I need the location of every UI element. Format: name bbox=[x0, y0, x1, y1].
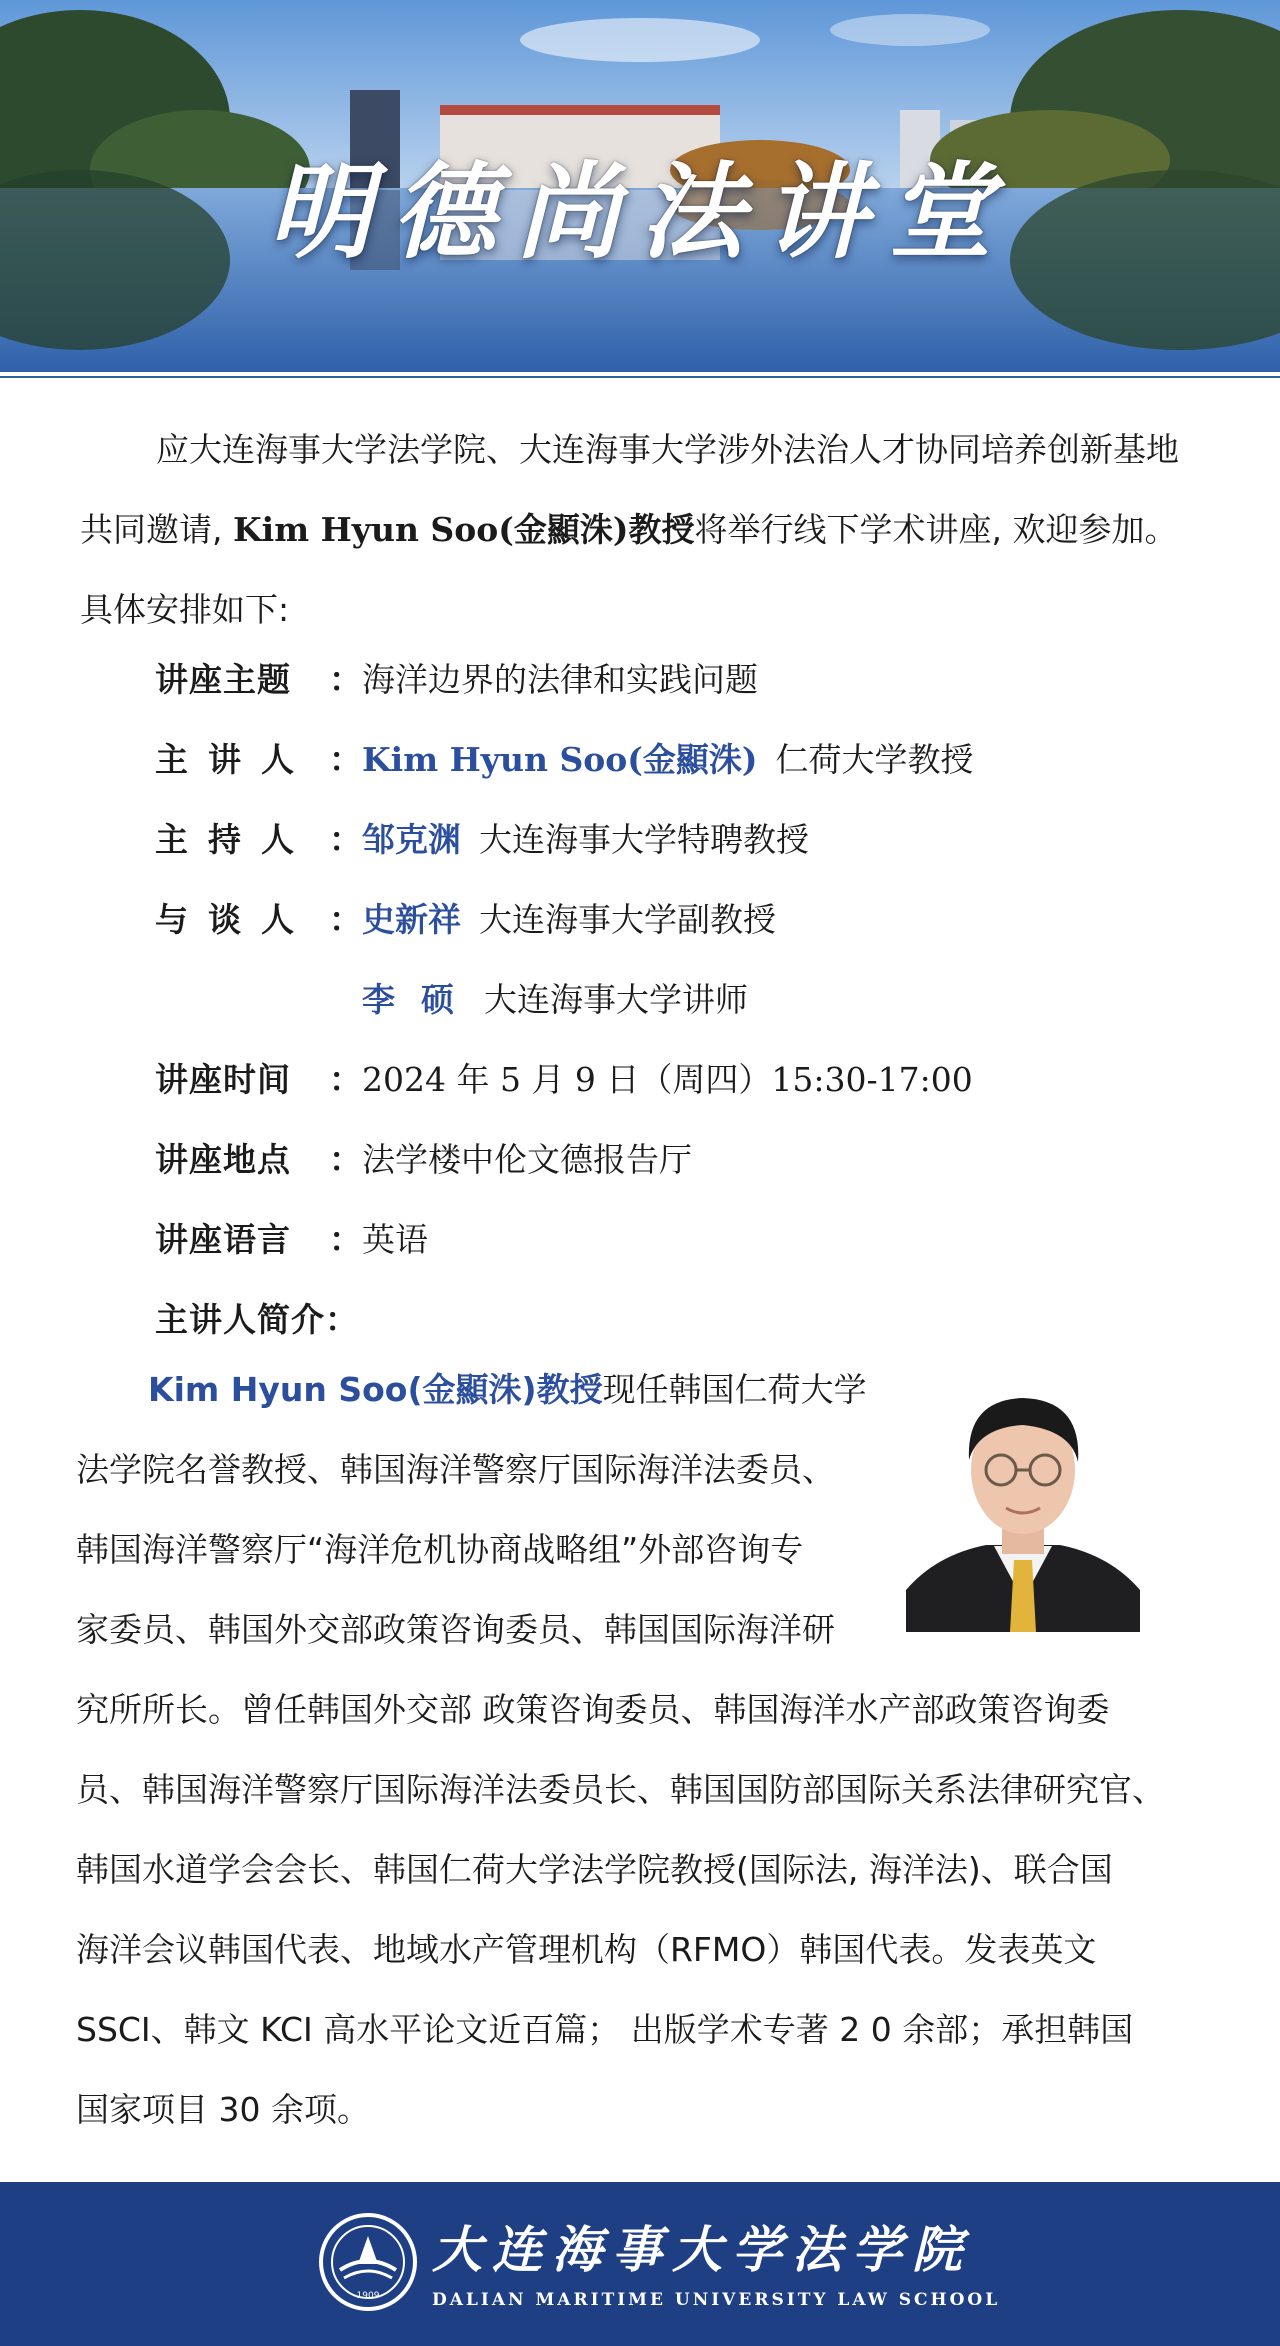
intro-speaker: Kim Hyun Soo(金顯洙)教授 bbox=[232, 510, 695, 549]
footer-school-name-cn: 大连海事大学法学院 bbox=[432, 2220, 972, 2279]
colon: ： bbox=[329, 1140, 362, 1179]
language-row bbox=[155, 1200, 1215, 1280]
bio-line: 究所所长。曾任韩国外交部 政策咨询委员、韩国海洋水产部政策咨询委 bbox=[76, 1690, 1110, 1729]
discussant-row-1 bbox=[155, 880, 1215, 960]
discussant2-name: 李硕 bbox=[362, 980, 480, 1019]
bio-line: 法学院名誉教授、韩国海洋警察厅国际海洋法委员、 bbox=[76, 1450, 835, 1489]
bio-lead: Kim Hyun Soo(金顯洙)教授 bbox=[148, 1370, 603, 1409]
colon: ： bbox=[325, 1300, 358, 1339]
colon: ： bbox=[329, 660, 362, 699]
speaker-portrait bbox=[906, 1370, 1140, 1632]
topic-label: 讲座主题 bbox=[155, 660, 291, 699]
host-title: 大连海事大学特聘教授 bbox=[479, 820, 809, 859]
place-row bbox=[155, 1120, 1215, 1200]
topic-row bbox=[155, 640, 1215, 720]
host-row bbox=[155, 800, 1215, 880]
bio-line: 国家项目 30 余项。 bbox=[76, 2090, 370, 2129]
language-label: 讲座语言 bbox=[155, 1220, 291, 1259]
discussant-row-2 bbox=[155, 960, 1215, 1040]
bio-line: 家委员、韩国外交部政策咨询委员、韩国国际海洋研 bbox=[76, 1610, 835, 1649]
language-value: 英语 bbox=[362, 1220, 428, 1259]
host-label: 主持人 bbox=[155, 820, 314, 859]
time-value: 2024 年 5 月 9 日（周四）15:30-17:00 bbox=[362, 1060, 973, 1099]
colon: ： bbox=[329, 1060, 362, 1099]
discussant1-title: 大连海事大学副教授 bbox=[479, 900, 776, 939]
intro-text-2: 将举行线下学术讲座, 欢迎参加。具体安排如下: bbox=[80, 510, 1178, 629]
bio-line: 韩国水道学会会长、韩国仁荷大学法学院教授(国际法, 海洋法)、联合国 bbox=[76, 1850, 1113, 1889]
intro-paragraph bbox=[80, 410, 1210, 650]
bio-heading-row bbox=[155, 1280, 1215, 1360]
time-row bbox=[155, 1040, 1215, 1120]
speaker-row bbox=[155, 720, 1215, 800]
header-banner bbox=[0, 0, 1280, 378]
logo-year: 1909 bbox=[356, 2291, 380, 2301]
colon: ： bbox=[329, 900, 362, 939]
speaker-name: Kim Hyun Soo(金顯洙) bbox=[362, 740, 758, 779]
time-label: 讲座时间 bbox=[155, 1060, 291, 1099]
discussant2-title: 大连海事大学讲师 bbox=[484, 980, 748, 1019]
speaker-label: 主讲人 bbox=[155, 740, 314, 779]
bio-label: 主讲人简介 bbox=[155, 1300, 325, 1339]
banner-title: 明德尚法讲堂 bbox=[267, 150, 1012, 273]
host-name: 邹克渊 bbox=[362, 820, 461, 859]
divider bbox=[0, 372, 1280, 376]
place-label: 讲座地点 bbox=[155, 1140, 291, 1179]
footer-bar bbox=[0, 2182, 1280, 2346]
speaker-title: 仁荷大学教授 bbox=[775, 740, 974, 779]
colon: ： bbox=[329, 1220, 362, 1259]
footer-school-name-en: DALIAN MARITIME UNIVERSITY LAW SCHOOL bbox=[432, 2290, 1001, 2310]
bio-line: 海洋会议韩国代表、地域水产管理机构（RFMO）韩国代表。发表英文 bbox=[76, 1930, 1097, 1969]
discussant-label: 与谈人 bbox=[155, 900, 314, 939]
discussant1-name: 史新祥 bbox=[362, 900, 461, 939]
intro-text-1: 应大连海事大学法学院、大连海事大学涉外法治人才协同培养创新基地共同邀请, bbox=[80, 430, 1179, 549]
bio-line: SSCI、韩文 KCI 高水平论文近百篇； 出版学术专著 2 0 余部；承担韩国 bbox=[76, 2010, 1134, 2049]
place-value: 法学楼中伦文德报告厅 bbox=[362, 1140, 692, 1179]
university-logo bbox=[318, 2212, 418, 2312]
colon: ： bbox=[329, 820, 362, 859]
colon: ： bbox=[329, 740, 362, 779]
bio-line: 员、韩国海洋警察厅国际海洋法委员长、韩国国防部国际关系法律研究官、 bbox=[76, 1770, 1165, 1809]
bio-line: 现任韩国仁荷大学 bbox=[602, 1370, 867, 1409]
lecture-details bbox=[155, 640, 1215, 1360]
topic-value: 海洋边界的法律和实践问题 bbox=[362, 660, 758, 699]
bio-line: 韩国海洋警察厅“海洋危机协商战略组”外部咨询专 bbox=[76, 1530, 804, 1569]
